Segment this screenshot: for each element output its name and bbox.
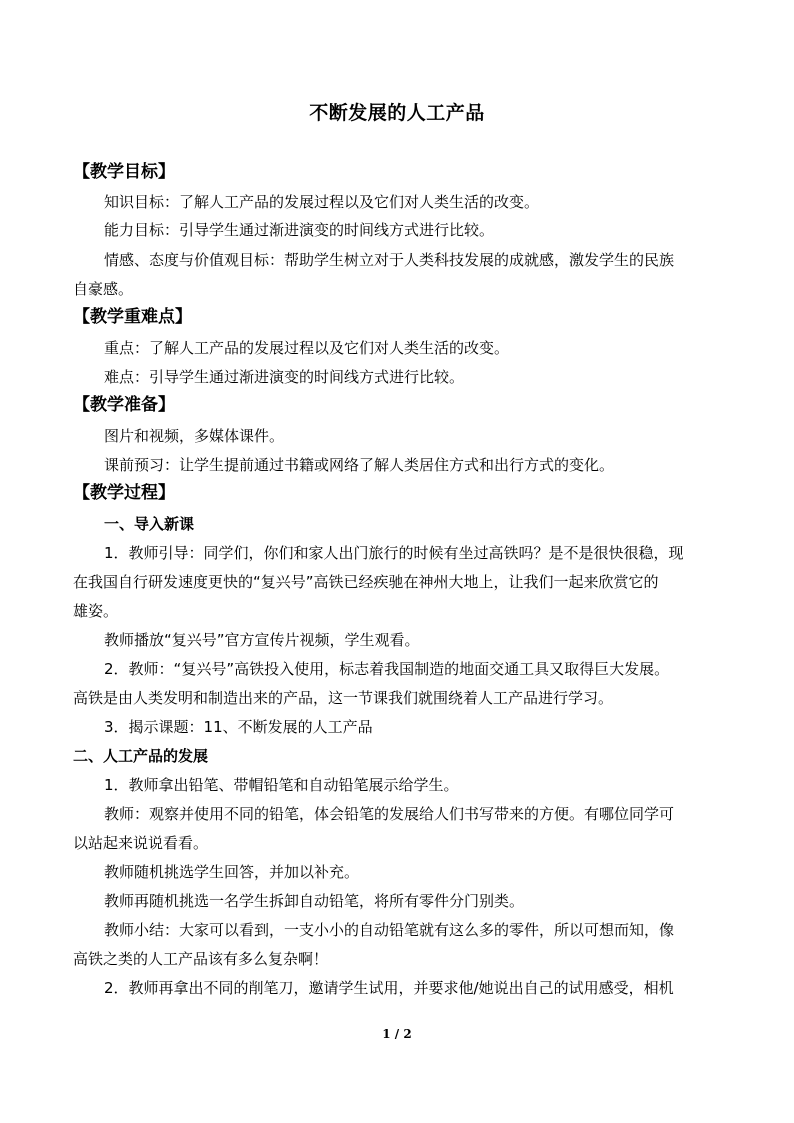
section-heading-key-points: 【教学重难点】: [73, 307, 192, 327]
process-paragraph: 2．教师再拿出不同的削笔刀，邀请学生试用，并要求他/她说出自己的试用感受，相机: [104, 979, 674, 997]
process-paragraph: 雄姿。: [73, 602, 119, 620]
process-paragraph: 在我国自行研发速度更快的“复兴号”高铁已经疾驰在神州大地上，让我们一起来欣赏它的: [73, 573, 659, 591]
process-paragraph: 教师播放“复兴号”官方宣传片视频，学生观看。: [104, 631, 420, 649]
process-paragraph: 高铁是由人类发明和制造出来的产品，这一节课我们就围绕着人工产品进行学习。: [73, 689, 614, 707]
preparation-materials: 图片和视频，多媒体课件。: [104, 427, 285, 445]
process-paragraph: 2．教师：“复兴号”高铁投入使用，标志着我国制造的地面交通工具又取得巨大发展。: [104, 660, 670, 678]
section-heading-process: 【教学过程】: [73, 483, 175, 503]
process-paragraph: 3．揭示课题：11、不断发展的人工产品: [104, 718, 373, 736]
process-paragraph: 教师随机挑选学生回答，并加以补充。: [104, 863, 360, 881]
difficult-point: 难点：引导学生通过渐进演变的时间线方式进行比较。: [104, 368, 465, 386]
objective-ability: 能力目标：引导学生通过渐进演变的时间线方式进行比较。: [104, 221, 495, 239]
page-number: 1 / 2: [382, 1027, 412, 1041]
process-paragraph: 1．教师拿出铅笔、带帽铅笔和自动铅笔展示给学生。: [104, 776, 459, 794]
process-paragraph: 高铁之类的人工产品该有多么复杂啊！: [73, 950, 329, 968]
document-title: 不断发展的人工产品: [309, 102, 485, 124]
section-heading-objectives: 【教学目标】: [73, 162, 175, 182]
process-paragraph: 教师再随机挑选一名学生拆卸自动铅笔，将所有零件分门别类。: [104, 892, 525, 910]
process-paragraph: 教师小结：大家可以看到，一支小小的自动铅笔就有这么多的零件，所以可想而知，像: [104, 921, 675, 939]
key-point: 重点：了解人工产品的发展过程以及它们对人类生活的改变。: [104, 339, 510, 357]
process-paragraph: 以站起来说说看看。: [73, 834, 209, 852]
process-paragraph: 教师：观察并使用不同的铅笔，体会铅笔的发展给人们书写带来的方便。有哪位同学可: [104, 805, 675, 823]
process-paragraph: 1．教师引导：同学们，你们和家人出门旅行的时候有坐过高铁吗？是不是很快很稳，现: [104, 544, 684, 562]
preparation-preview: 课前预习：让学生提前通过书籍或网络了解人类居住方式和出行方式的变化。: [104, 456, 615, 474]
process-part1-title: 一、导入新课: [104, 515, 195, 533]
process-part2-title: 二、人工产品的发展: [73, 747, 209, 765]
objective-knowledge: 知识目标：了解人工产品的发展过程以及它们对人类生活的改变。: [104, 193, 540, 211]
objective-emotion-line1: 情感、态度与价值观目标：帮助学生树立对于人类科技发展的成就感，激发学生的民族: [104, 251, 675, 269]
section-heading-preparation: 【教学准备】: [73, 395, 175, 415]
objective-emotion-line2: 自豪感。: [73, 280, 134, 298]
